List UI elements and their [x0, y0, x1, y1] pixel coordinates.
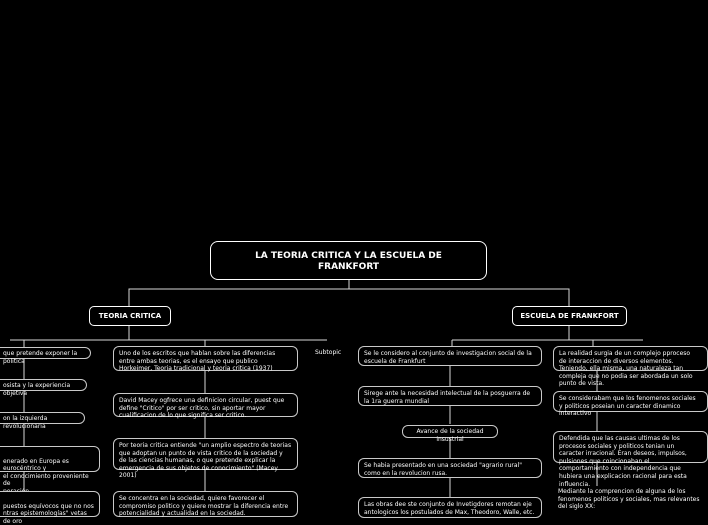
frankfort-node-sociedad-industrial-text: Avance de la sociedad insustrial [416, 428, 484, 443]
frankfort-node-sociedad-industrial[interactable] [402, 425, 498, 443]
middle-node-horkeimer-text: Uno de los escritos que hablan sobre las diferencias entre ambas teorias, es el ensayo que publico Horkeimer, Teoria tradicional y teoria critica (1937) [119, 350, 276, 373]
frankfort-node-agrario[interactable] [358, 458, 542, 478]
right-node-causas[interactable] [553, 431, 708, 488]
frankfort-node-posguerra[interactable] [358, 386, 542, 406]
topic-escuela-frankfort-label: ESCUELA DE FRANKFORT [520, 312, 619, 320]
left-node-experiencia[interactable] [0, 379, 87, 397]
right-node-causas-text: Defendida que las causas ultimas de los procesos sociales y politicos tenian un caracter irracional. Eran deseos, impulsos, pulsiones que coincionaban el comportamiento con independencia que hubiera una explicacion racional para esta influencia. [559, 435, 687, 488]
subtopic-label[interactable] [311, 347, 351, 359]
middle-node-macey-definicion[interactable] [113, 393, 298, 420]
frankfort-node-agrario-text: Se habia presentado en una sociedad "agrario rural" como en la revolucion rusa. [364, 462, 523, 477]
middle-node-teoria-critica-definicion-text: Por teoria critica entiende "un amplio espectro de teorias que adoptan un punto de vista critico de la sociedad y de las ciencias humanas, o que pretende explicar la emergencia de sus objetos de conocimiento" (Macey 2001) [119, 442, 292, 480]
topic-escuela-frankfort[interactable] [512, 306, 627, 326]
middle-node-horkeimer[interactable] [113, 346, 298, 371]
frankfort-node-obras[interactable] [358, 497, 542, 518]
middle-node-teoria-critica-definicion[interactable] [113, 438, 298, 480]
subtopic-label-text: Subtopic [315, 349, 342, 356]
frankfort-node-posguerra-text: Sirege ante la necesidad intelectual de la posguerra de la 1ra guerra mundial [364, 390, 531, 405]
middle-node-sociedad[interactable] [113, 491, 298, 517]
right-node-fenomenos[interactable] [553, 391, 708, 418]
topic-teoria-critica-label: TEORIA CRITICA [98, 312, 162, 320]
left-node-izquierda[interactable] [0, 412, 85, 430]
right-node-fenomenos-text: Se considerabam que los fenomenos sociales y politicos poseian un caracter dinamico interactivo [559, 395, 696, 418]
left-node-experiencia-text: osista y la experiencia objetiva [3, 382, 71, 397]
left-node-izquierda-text: on la izquierda revolucionaria [3, 415, 48, 430]
left-node-epistemologias[interactable] [0, 491, 100, 525]
left-node-politica[interactable] [0, 347, 91, 365]
right-node-comprencion-text: Mediante la comprencion de alguna de los fenomenos politicos y sociales, mas relevantes del siglo XX: [558, 488, 700, 511]
left-node-eurocentrico-text: enerado en Europa es eurocéntrico y el conocimiento proveniente de [3, 457, 89, 488]
left-node-eurocentrico[interactable] [0, 446, 100, 488]
left-node-epistemologias-text: puestos equívocos que no nos ntras epistemologías" vetas de oro [3, 502, 94, 525]
right-node-comprencion[interactable] [554, 486, 704, 511]
frankfort-node-investigacion-text: Se le considero al conjunto de investigacion social de la escuela de Frankfurt [364, 350, 532, 365]
main-title-text: LA TEORIA CRITICA Y LA ESCUELA DE FRANKFORT [255, 251, 442, 272]
topic-teoria-critica[interactable] [89, 306, 171, 326]
frankfort-node-obras-text: Las obras dee ste conjunto de Invetigdores remotan eje antologicos los postulados de Max, Theodoro, Walle, etc. [364, 501, 535, 516]
main-title[interactable] [210, 241, 487, 280]
middle-node-macey-definicion-text: David Macey ogfrece una definicion circular, puest que define "Critico" por ser critico, sin aportar mayor cualificacion de lo que significa ser critico. [119, 397, 285, 420]
middle-node-sociedad-text: Se concentra en la sociedad, quiere favorecer el compromiso politico y quiere mostrar la diferencia entre potencialidad y actualidad en la sociedad. [119, 495, 289, 518]
right-node-realidad-text: La realidad surgia de un complejo pproceso de interaccion de diversos elementos. Teniendo, ella misma, una naturaleza tan compleja que no podia ser abordada un solo punto de vista. [559, 350, 693, 388]
left-node-politica-text: que pretende exponer la politica [3, 350, 78, 365]
right-node-realidad[interactable] [553, 346, 708, 388]
frankfort-node-investigacion[interactable] [358, 346, 542, 366]
